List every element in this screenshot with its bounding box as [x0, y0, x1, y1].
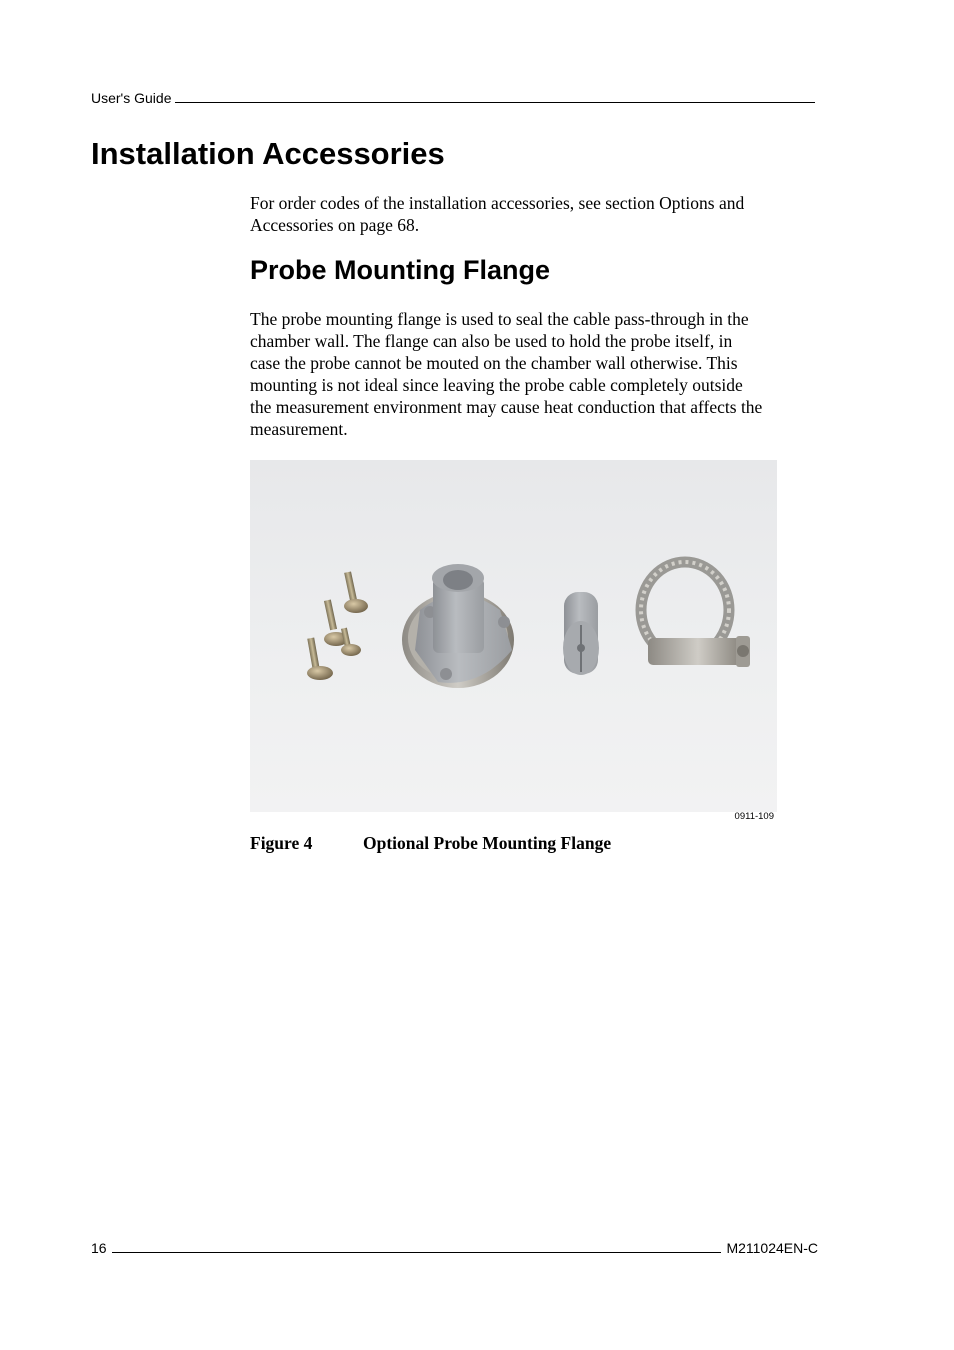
section-title: Installation Accessories [91, 136, 445, 171]
grommet-icon [563, 592, 599, 675]
footer-rule [112, 1240, 722, 1253]
body-line: The probe mounting flange is used to seal the cable pass-through in the [250, 309, 749, 329]
body-line: mounting is not ideal since leaving the probe cable completely outside [250, 375, 743, 395]
subsection-title: Probe Mounting Flange [250, 255, 550, 285]
body-line: chamber wall. The flange can also be used to hold the probe itself, in [250, 331, 733, 351]
body-line: measurement. [250, 419, 348, 439]
figure-caption [250, 833, 611, 854]
body-line: the measurement environment may cause heat conduction that affects the [250, 397, 763, 417]
screw-icon [341, 628, 361, 656]
figure-image-id: 0911-109 [734, 811, 774, 822]
flange-photo [250, 460, 777, 812]
section-intro: For order codes of the installation accessories, see section Options and Accessories on page 68. [250, 193, 745, 235]
figure-number: Figure 4 [250, 833, 313, 853]
running-header [91, 90, 815, 106]
figure-caption-text: Optional Probe Mounting Flange [363, 833, 612, 853]
header-rule [175, 90, 815, 103]
subsection-body [250, 308, 816, 440]
header-title: User's Guide [91, 90, 172, 106]
page-number: 16 [91, 1240, 107, 1256]
flange-icon [402, 564, 514, 688]
flange-photo-illustration [250, 460, 777, 812]
hose-clamp-icon [641, 562, 750, 667]
screw-icon [344, 571, 368, 613]
doc-code: M211024EN-C [726, 1240, 818, 1256]
running-footer [91, 1240, 818, 1256]
body-line: case the probe cannot be mouted on the chamber wall otherwise. This [250, 353, 738, 373]
